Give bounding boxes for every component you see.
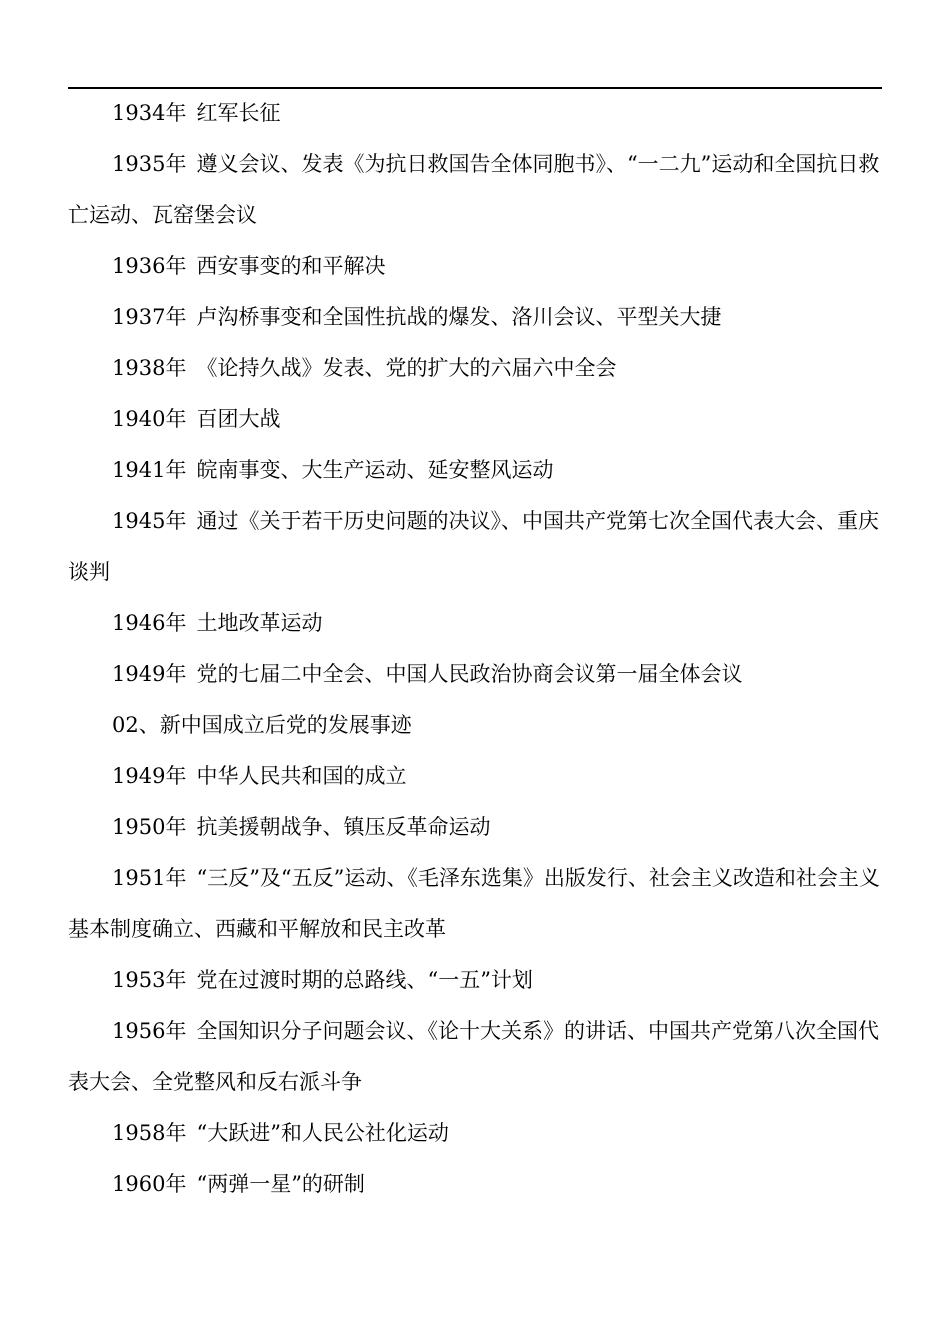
- entry-year: 1937年: [112, 305, 187, 329]
- timeline-entry: [68, 292, 894, 343]
- timeline-entry: [68, 1159, 894, 1210]
- timeline-entry: [68, 955, 894, 1006]
- entry-text: 《论持久战》发表、党的扩大的六届六中全会: [196, 356, 617, 380]
- entry-year: 1960年: [112, 1172, 187, 1196]
- entry-text: 抗美援朝战争、镇压反革命运动: [196, 815, 491, 839]
- timeline-entry: [68, 1006, 894, 1108]
- entry-year: 1938年: [112, 356, 187, 380]
- entry-text: 通过《关于若干历史问题的决议》、中国共产党第七次全国代表大会、重庆谈判: [68, 509, 879, 584]
- document-body: [68, 88, 894, 1210]
- entry-year: 1940年: [112, 407, 187, 431]
- entry-year: 1936年: [112, 254, 187, 278]
- entry-year: 1934年: [112, 101, 187, 125]
- timeline-entry: [68, 394, 894, 445]
- entry-year: 1956年: [112, 1019, 187, 1043]
- entry-year: 1946年: [112, 611, 187, 635]
- entry-text: 党在过渡时期的总路线、“一五”计划: [196, 968, 533, 992]
- entry-year: 1945年: [112, 509, 187, 533]
- entry-text: 百团大战: [196, 407, 281, 431]
- entry-text: “大跃进”和人民公社化运动: [196, 1121, 449, 1145]
- timeline-entry: [68, 496, 894, 598]
- entry-text: 党的七届二中全会、中国人民政治协商会议第一届全体会议: [196, 662, 743, 686]
- timeline-entry: [68, 853, 894, 955]
- entry-text: “两弹一星”的研制: [196, 1172, 365, 1196]
- timeline-entry: [68, 241, 894, 292]
- entry-text: 卢沟桥事变和全国性抗战的爆发、洛川会议、平型关大捷: [196, 305, 722, 329]
- timeline-entry: [68, 649, 894, 700]
- entry-text: 西安事变的和平解决: [196, 254, 386, 278]
- entry-year: 1950年: [112, 815, 187, 839]
- timeline-entry: [68, 751, 894, 802]
- entry-year: 1935年: [112, 152, 187, 176]
- timeline-entry: [68, 802, 894, 853]
- entry-text: 中华人民共和国的成立: [196, 764, 407, 788]
- entry-year: 1941年: [112, 458, 187, 482]
- entry-text: 土地改革运动: [196, 611, 323, 635]
- entry-year: 1949年: [112, 764, 187, 788]
- timeline-entry: [68, 343, 894, 394]
- entry-text: 皖南事变、大生产运动、延安整风运动: [196, 458, 554, 482]
- timeline-entry: [68, 88, 894, 139]
- entry-text: 红军长征: [196, 101, 281, 125]
- entry-text: 遵义会议、发表《为抗日救国告全体同胞书》、“一二九”运动和全国抗日救亡运动、瓦窑堡会议: [68, 152, 880, 227]
- entry-year: 1949年: [112, 662, 187, 686]
- timeline-entry: [68, 1108, 894, 1159]
- timeline-entry: [68, 445, 894, 496]
- section-heading: 02、新中国成立后党的发展事迹: [112, 713, 412, 737]
- entry-year: 1953年: [112, 968, 187, 992]
- entry-year: 1951年: [112, 866, 187, 890]
- entry-text: 全国知识分子问题会议、《论十大关系》的讲话、中国共产党第八次全国代表大会、全党整风和反右派斗争: [68, 1019, 879, 1094]
- entry-text: “三反”及“五反”运动、《毛泽东选集》出版发行、社会主义改造和社会主义基本制度确立、西藏和平解放和民主改革: [68, 866, 880, 941]
- timeline-entry: [68, 139, 894, 241]
- entry-year: 1958年: [112, 1121, 187, 1145]
- timeline-entry: [68, 598, 894, 649]
